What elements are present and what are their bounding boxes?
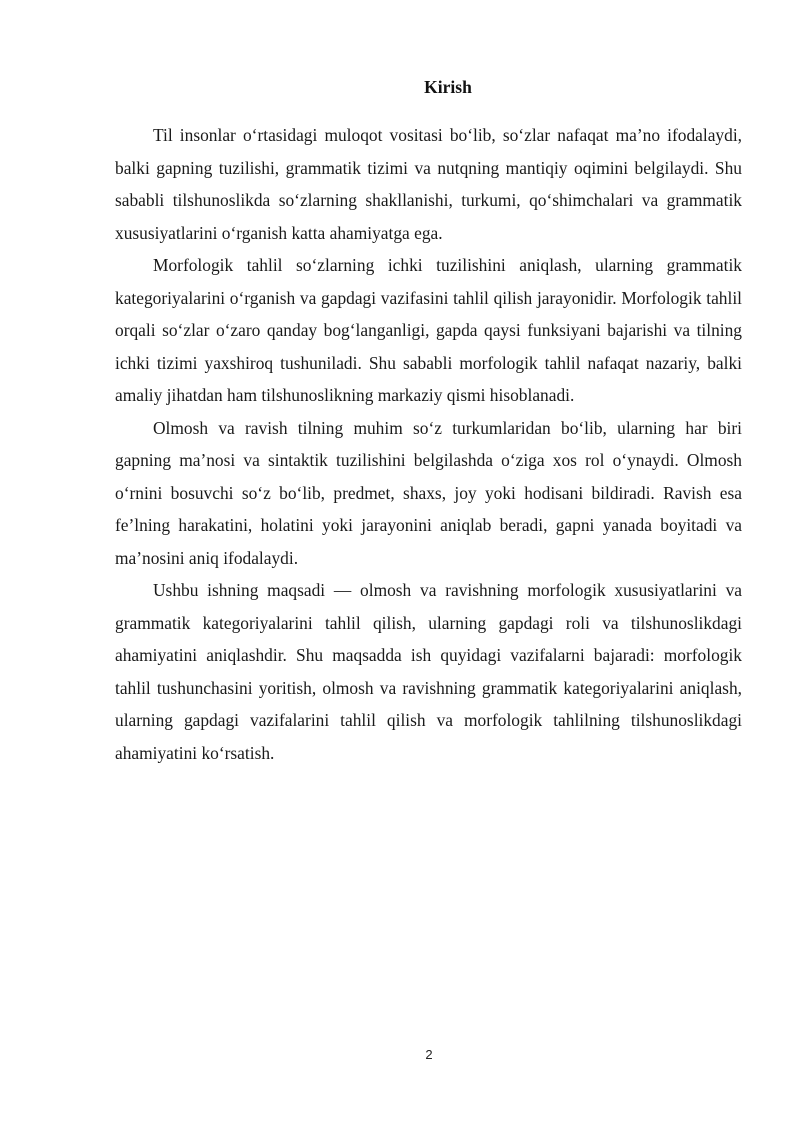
paragraph-2: Morfologik tahlil so‘zlarning ichki tuzilishini aniqlash, ularning grammatik kategoriyalarini o‘rganish va gapdagi vazifasini tahlil qilish jarayonidir. Morfologik tahlil orqali so‘zlar o‘zaro qanday bog‘langanligi, gapda qaysi funksiyani bajarishi va tilning ichki tizimi yaxshiroq tushuniladi. Shu sababli morfologik tahlil nafaqat nazariy, balki amaliy jihatdan ham tilshunoslikning markaziy qismi hisoblanadi.: [115, 255, 742, 405]
paragraph-4: Ushbu ishning maqsadi — olmosh va ravishning morfologik xususiyatlarini va grammatik kategoriyalarini tahlil qilish, ularning gapdagi roli va tilshunoslikdagi ahamiyatini aniqlashdir. Shu maqsadda ish quyidagi vazifalarni bajaradi: morfologik tahlil tushunchasini yoritish, olmosh va ravishning grammatik kategoriyalarini aniqlash, ularning gapdagi vazifalarini tahlil qilish va morfologik tahlilning tilshunoslikdagi ahamiyatini ko‘rsatish.: [115, 580, 742, 763]
page-number: 2: [425, 1047, 433, 1062]
body-text: [115, 119, 742, 769]
paragraph-3: Olmosh va ravish tilning muhim so‘z turkumlaridan bo‘lib, ularning har biri gapning ma’nosi va sintaktik tuzilishini belgilashda o‘ziga xos rol o‘ynaydi. Olmosh o‘rnini bosuvchi so‘z bo‘lib, predmet, shaxs, joy yoki hodisani bildiradi. Ravish esa fe’lning harakatini, holatini yoki jarayonini aniqlab beradi, gapni yanada boyitadi va ma’nosini aniq ifodalaydi.: [115, 417, 742, 568]
paragraph-1: Til insonlar o‘rtasidagi muloqot vositasi bo‘lib, so‘zlar nafaqat ma’no ifodalaydi, balki gapning tuzilishi, grammatik tizimi va nutqning mantiqiy oqimini belgilaydi. Shu sababli tilshunoslikda so‘zlarning shakllanishi, turkumi, qo‘shimchalari va grammatik xususiyatlarini o‘rganish katta ahamiyatga ega.: [115, 125, 742, 243]
page-title: Kirish: [424, 77, 472, 97]
